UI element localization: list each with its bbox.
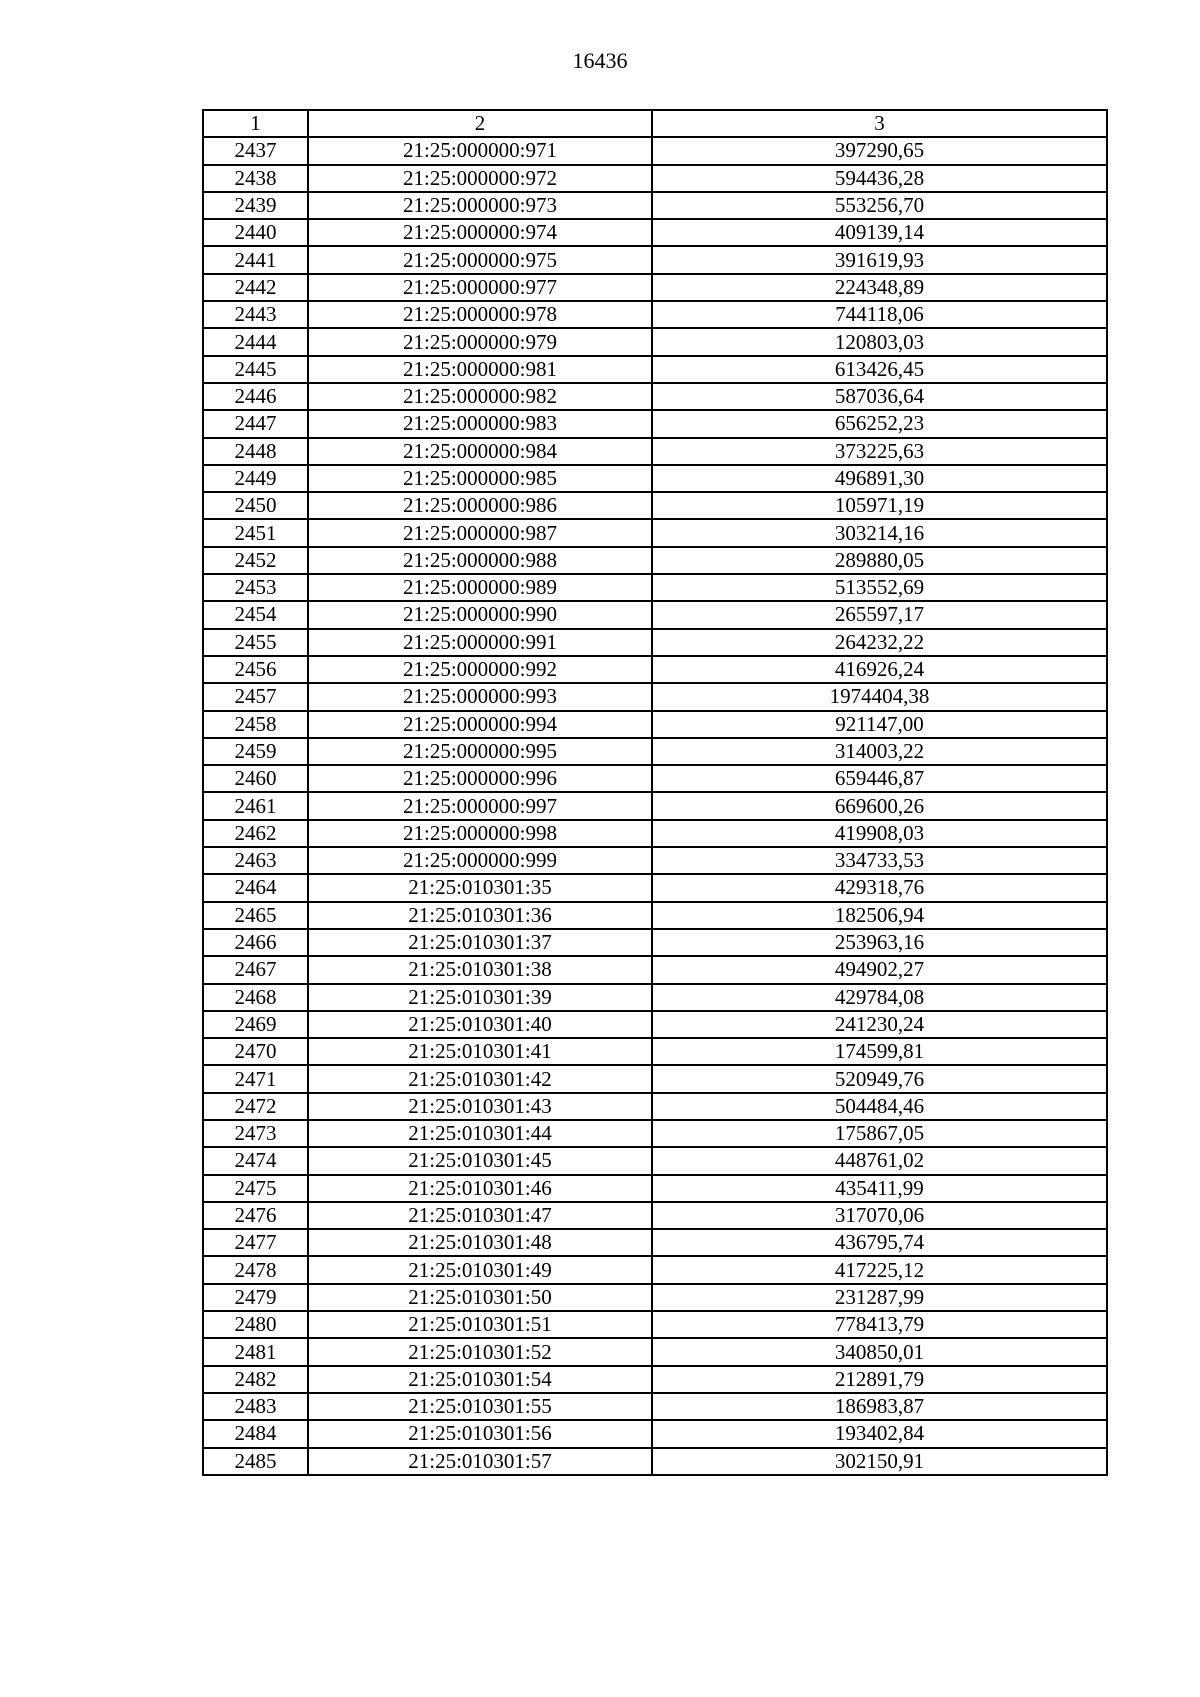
- row-index-cell: 2472: [203, 1093, 308, 1120]
- row-index-cell: 2463: [203, 847, 308, 874]
- table-row: [203, 1065, 1107, 1092]
- row-index-cell: 2477: [203, 1229, 308, 1256]
- table-row: [203, 902, 1107, 929]
- cadastral-number-cell: 21:25:010301:44: [308, 1120, 652, 1147]
- table-row: [203, 274, 1107, 301]
- cadastral-number-cell: 21:25:000000:975: [308, 246, 652, 273]
- table-row: [203, 956, 1107, 983]
- cadastral-value-cell: 302150,91: [652, 1448, 1107, 1475]
- cadastral-number-cell: 21:25:000000:996: [308, 765, 652, 792]
- row-index-cell: 2475: [203, 1175, 308, 1202]
- row-index-cell: 2468: [203, 984, 308, 1011]
- cadastral-value-cell: 265597,17: [652, 601, 1107, 628]
- cadastral-value-cell: 253963,16: [652, 929, 1107, 956]
- cadastral-value-cell: 436795,74: [652, 1229, 1107, 1256]
- cadastral-number-cell: 21:25:000000:973: [308, 192, 652, 219]
- cadastral-number-cell: 21:25:000000:998: [308, 820, 652, 847]
- table-row: [203, 1393, 1107, 1420]
- row-index-cell: 2456: [203, 656, 308, 683]
- cadastral-value-cell: 397290,65: [652, 137, 1107, 164]
- table-row: [203, 820, 1107, 847]
- table-row: [203, 1175, 1107, 1202]
- cadastral-value-cell: 656252,23: [652, 410, 1107, 437]
- row-index-cell: 2451: [203, 519, 308, 546]
- row-index-cell: 2465: [203, 902, 308, 929]
- column-header-cadastral-number: 2: [308, 110, 652, 137]
- cadastral-number-cell: 21:25:010301:55: [308, 1393, 652, 1420]
- row-index-cell: 2455: [203, 629, 308, 656]
- cadastral-value-cell: 186983,87: [652, 1393, 1107, 1420]
- cadastral-value-cell: 520949,76: [652, 1065, 1107, 1092]
- cadastral-value-cell: 613426,45: [652, 356, 1107, 383]
- table-row: [203, 874, 1107, 901]
- table-row: [203, 1256, 1107, 1283]
- table-row: [203, 738, 1107, 765]
- table-row: [203, 165, 1107, 192]
- cadastral-value-cell: 231287,99: [652, 1284, 1107, 1311]
- column-header-index: 1: [203, 110, 308, 137]
- row-index-cell: 2448: [203, 438, 308, 465]
- table-row: [203, 492, 1107, 519]
- table-row: [203, 246, 1107, 273]
- table-row: [203, 683, 1107, 710]
- cadastral-number-cell: 21:25:000000:981: [308, 356, 652, 383]
- cadastral-number-cell: 21:25:000000:977: [308, 274, 652, 301]
- cadastral-number-cell: 21:25:000000:972: [308, 165, 652, 192]
- table-row: [203, 929, 1107, 956]
- row-index-cell: 2457: [203, 683, 308, 710]
- cadastral-value-cell: 409139,14: [652, 219, 1107, 246]
- cadastral-number-cell: 21:25:000000:978: [308, 301, 652, 328]
- cadastral-value-cell: 921147,00: [652, 711, 1107, 738]
- cadastral-number-cell: 21:25:010301:52: [308, 1338, 652, 1365]
- cadastral-number-cell: 21:25:000000:974: [308, 219, 652, 246]
- row-index-cell: 2461: [203, 792, 308, 819]
- table-row: [203, 137, 1107, 164]
- table-row: [203, 410, 1107, 437]
- cadastral-value-cell: 778413,79: [652, 1311, 1107, 1338]
- row-index-cell: 2470: [203, 1038, 308, 1065]
- cadastral-number-cell: 21:25:000000:997: [308, 792, 652, 819]
- cadastral-number-cell: 21:25:010301:56: [308, 1420, 652, 1447]
- cadastral-value-cell: 419908,03: [652, 820, 1107, 847]
- cadastral-number-cell: 21:25:010301:47: [308, 1202, 652, 1229]
- row-index-cell: 2442: [203, 274, 308, 301]
- cadastral-value-cell: 340850,01: [652, 1338, 1107, 1365]
- table-row: [203, 383, 1107, 410]
- row-index-cell: 2484: [203, 1420, 308, 1447]
- row-index-cell: 2464: [203, 874, 308, 901]
- cadastral-value-cell: 314003,22: [652, 738, 1107, 765]
- cadastral-number-cell: 21:25:010301:35: [308, 874, 652, 901]
- row-index-cell: 2439: [203, 192, 308, 219]
- cadastral-value-cell: 193402,84: [652, 1420, 1107, 1447]
- cadastral-number-cell: 21:25:010301:48: [308, 1229, 652, 1256]
- row-index-cell: 2445: [203, 356, 308, 383]
- row-index-cell: 2447: [203, 410, 308, 437]
- row-index-cell: 2441: [203, 246, 308, 273]
- table-row: [203, 601, 1107, 628]
- row-index-cell: 2467: [203, 956, 308, 983]
- cadastral-value-cell: 174599,81: [652, 1038, 1107, 1065]
- cadastral-value-cell: 669600,26: [652, 792, 1107, 819]
- row-index-cell: 2454: [203, 601, 308, 628]
- row-index-cell: 2458: [203, 711, 308, 738]
- cadastral-value-cell: 429784,08: [652, 984, 1107, 1011]
- row-index-cell: 2440: [203, 219, 308, 246]
- table-row: [203, 1420, 1107, 1447]
- cadastral-number-cell: 21:25:000000:989: [308, 574, 652, 601]
- table-row: [203, 1038, 1107, 1065]
- cadastral-number-cell: 21:25:000000:992: [308, 656, 652, 683]
- cadastral-value-cell: 416926,24: [652, 656, 1107, 683]
- cadastral-number-cell: 21:25:010301:46: [308, 1175, 652, 1202]
- cadastral-value-cell: 175867,05: [652, 1120, 1107, 1147]
- table-row: [203, 1284, 1107, 1311]
- row-index-cell: 2446: [203, 383, 308, 410]
- cadastral-value-cell: 513552,69: [652, 574, 1107, 601]
- cadastral-value-cell: 1974404,38: [652, 683, 1107, 710]
- cadastral-number-cell: 21:25:000000:999: [308, 847, 652, 874]
- row-index-cell: 2481: [203, 1338, 308, 1365]
- cadastral-value-cell: 264232,22: [652, 629, 1107, 656]
- row-index-cell: 2466: [203, 929, 308, 956]
- cadastral-value-table: [202, 109, 1108, 1476]
- table-row: [203, 1202, 1107, 1229]
- row-index-cell: 2462: [203, 820, 308, 847]
- cadastral-number-cell: 21:25:000000:983: [308, 410, 652, 437]
- cadastral-number-cell: 21:25:000000:993: [308, 683, 652, 710]
- row-index-cell: 2453: [203, 574, 308, 601]
- cadastral-value-cell: 182506,94: [652, 902, 1107, 929]
- table-row: [203, 1147, 1107, 1174]
- table-row: [203, 219, 1107, 246]
- cadastral-number-cell: 21:25:010301:49: [308, 1256, 652, 1283]
- row-index-cell: 2449: [203, 465, 308, 492]
- table-row: [203, 1229, 1107, 1256]
- cadastral-number-cell: 21:25:000000:990: [308, 601, 652, 628]
- cadastral-number-cell: 21:25:010301:37: [308, 929, 652, 956]
- table-header: [203, 110, 1107, 137]
- cadastral-value-cell: 417225,12: [652, 1256, 1107, 1283]
- cadastral-value-cell: 659446,87: [652, 765, 1107, 792]
- cadastral-number-cell: 21:25:000000:991: [308, 629, 652, 656]
- table-row: [203, 465, 1107, 492]
- cadastral-value-cell: 241230,24: [652, 1011, 1107, 1038]
- table-row: [203, 847, 1107, 874]
- cadastral-value-cell: 744118,06: [652, 301, 1107, 328]
- table-row: [203, 1093, 1107, 1120]
- cadastral-number-cell: 21:25:010301:38: [308, 956, 652, 983]
- cadastral-number-cell: 21:25:010301:43: [308, 1093, 652, 1120]
- cadastral-value-cell: 334733,53: [652, 847, 1107, 874]
- cadastral-number-cell: 21:25:010301:36: [308, 902, 652, 929]
- cadastral-value-cell: 224348,89: [652, 274, 1107, 301]
- cadastral-number-cell: 21:25:000000:994: [308, 711, 652, 738]
- row-index-cell: 2444: [203, 328, 308, 355]
- cadastral-value-cell: 587036,64: [652, 383, 1107, 410]
- table-row: [203, 711, 1107, 738]
- cadastral-value-cell: 289880,05: [652, 547, 1107, 574]
- cadastral-number-cell: 21:25:010301:54: [308, 1366, 652, 1393]
- table-row: [203, 328, 1107, 355]
- cadastral-value-cell: 435411,99: [652, 1175, 1107, 1202]
- row-index-cell: 2476: [203, 1202, 308, 1229]
- row-index-cell: 2478: [203, 1256, 308, 1283]
- table-row: [203, 547, 1107, 574]
- table-row: [203, 1366, 1107, 1393]
- cadastral-number-cell: 21:25:010301:42: [308, 1065, 652, 1092]
- cadastral-number-cell: 21:25:010301:39: [308, 984, 652, 1011]
- table-row: [203, 984, 1107, 1011]
- table-row: [203, 629, 1107, 656]
- table-row: [203, 1448, 1107, 1475]
- row-index-cell: 2438: [203, 165, 308, 192]
- column-header-value: 3: [652, 110, 1107, 137]
- row-index-cell: 2443: [203, 301, 308, 328]
- row-index-cell: 2474: [203, 1147, 308, 1174]
- cadastral-value-cell: 494902,27: [652, 956, 1107, 983]
- row-index-cell: 2485: [203, 1448, 308, 1475]
- table-row: [203, 519, 1107, 546]
- row-index-cell: 2460: [203, 765, 308, 792]
- cadastral-number-cell: 21:25:000000:995: [308, 738, 652, 765]
- table-row: [203, 574, 1107, 601]
- row-index-cell: 2482: [203, 1366, 308, 1393]
- table-row: [203, 1338, 1107, 1365]
- table-row: [203, 301, 1107, 328]
- cadastral-value-cell: 373225,63: [652, 438, 1107, 465]
- cadastral-value-cell: 448761,02: [652, 1147, 1107, 1174]
- cadastral-value-cell: 429318,76: [652, 874, 1107, 901]
- table-row: [203, 192, 1107, 219]
- cadastral-value-cell: 504484,46: [652, 1093, 1107, 1120]
- cadastral-value-cell: 496891,30: [652, 465, 1107, 492]
- cadastral-number-cell: 21:25:000000:984: [308, 438, 652, 465]
- row-index-cell: 2479: [203, 1284, 308, 1311]
- table-row: [203, 1011, 1107, 1038]
- table-row: [203, 438, 1107, 465]
- row-index-cell: 2469: [203, 1011, 308, 1038]
- table-row: [203, 1120, 1107, 1147]
- table-row: [203, 792, 1107, 819]
- cadastral-value-cell: 317070,06: [652, 1202, 1107, 1229]
- row-index-cell: 2450: [203, 492, 308, 519]
- cadastral-value-cell: 212891,79: [652, 1366, 1107, 1393]
- cadastral-number-cell: 21:25:010301:57: [308, 1448, 652, 1475]
- table-row: [203, 656, 1107, 683]
- row-index-cell: 2473: [203, 1120, 308, 1147]
- row-index-cell: 2437: [203, 137, 308, 164]
- cadastral-number-cell: 21:25:000000:988: [308, 547, 652, 574]
- cadastral-number-cell: 21:25:000000:985: [308, 465, 652, 492]
- table-row: [203, 356, 1107, 383]
- cadastral-number-cell: 21:25:000000:971: [308, 137, 652, 164]
- cadastral-number-cell: 21:25:010301:45: [308, 1147, 652, 1174]
- cadastral-number-cell: 21:25:010301:41: [308, 1038, 652, 1065]
- cadastral-value-cell: 120803,03: [652, 328, 1107, 355]
- cadastral-number-cell: 21:25:010301:51: [308, 1311, 652, 1338]
- cadastral-value-cell: 594436,28: [652, 165, 1107, 192]
- cadastral-number-cell: 21:25:010301:40: [308, 1011, 652, 1038]
- cadastral-number-cell: 21:25:000000:979: [308, 328, 652, 355]
- table-body: [203, 137, 1107, 1475]
- cadastral-number-cell: 21:25:000000:982: [308, 383, 652, 410]
- cadastral-value-cell: 553256,70: [652, 192, 1107, 219]
- cadastral-value-cell: 391619,93: [652, 246, 1107, 273]
- cadastral-number-cell: 21:25:010301:50: [308, 1284, 652, 1311]
- table-row: [203, 1311, 1107, 1338]
- header-row: [203, 110, 1107, 137]
- cadastral-value-cell: 303214,16: [652, 519, 1107, 546]
- row-index-cell: 2459: [203, 738, 308, 765]
- row-index-cell: 2471: [203, 1065, 308, 1092]
- cadastral-number-cell: 21:25:000000:987: [308, 519, 652, 546]
- page-number: 16436: [572, 48, 628, 73]
- cadastral-value-cell: 105971,19: [652, 492, 1107, 519]
- row-index-cell: 2483: [203, 1393, 308, 1420]
- table-row: [203, 765, 1107, 792]
- row-index-cell: 2480: [203, 1311, 308, 1338]
- cadastral-number-cell: 21:25:000000:986: [308, 492, 652, 519]
- row-index-cell: 2452: [203, 547, 308, 574]
